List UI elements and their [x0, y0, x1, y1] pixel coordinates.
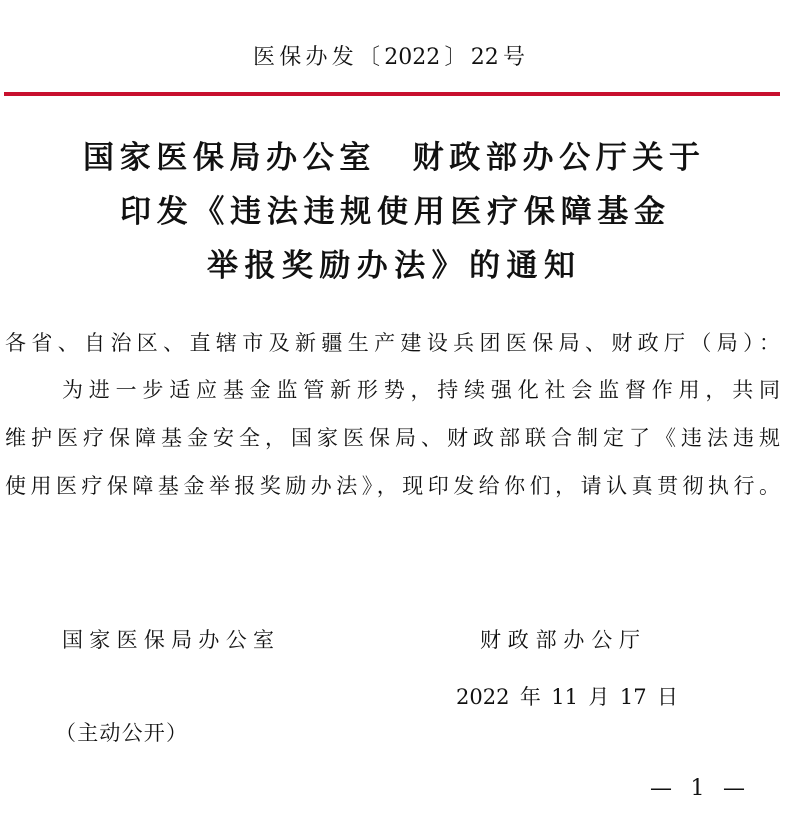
title-line-1: 国家医保局办公室 财政部办公厅关于 — [83, 140, 700, 176]
red-divider-line — [4, 92, 780, 96]
signatory-nhsa-office: 国家医保局办公室 — [62, 628, 274, 652]
addressee: 各省、自治区、直辖市及新疆生产建设兵团医保局、财政厅（局）： — [5, 331, 780, 355]
disclosure-note: （主动公开） — [55, 721, 187, 745]
title-line-3: 举报奖励办法》的通知 — [207, 248, 575, 284]
page-number: — 1 — — [650, 776, 745, 801]
body-line-1: 为进一步适应基金监管新形势，持续强化社会监督作用，共同 — [62, 378, 780, 402]
body-line-3: 使用医疗保障基金举报奖励办法》，现印发给你们，请认真贯彻执行。 — [5, 474, 780, 498]
document-number: 医保办发〔2022〕22号 — [253, 45, 525, 70]
title-line-2: 印发《违法违规使用医疗保障基金 — [120, 194, 665, 230]
signatory-mof-office: 财政部办公厅 — [480, 628, 640, 652]
body-line-2: 维护医疗保障基金安全，国家医保局、财政部联合制定了《违法违规 — [5, 426, 780, 450]
issue-date: 2022年11月17日 — [456, 685, 678, 709]
